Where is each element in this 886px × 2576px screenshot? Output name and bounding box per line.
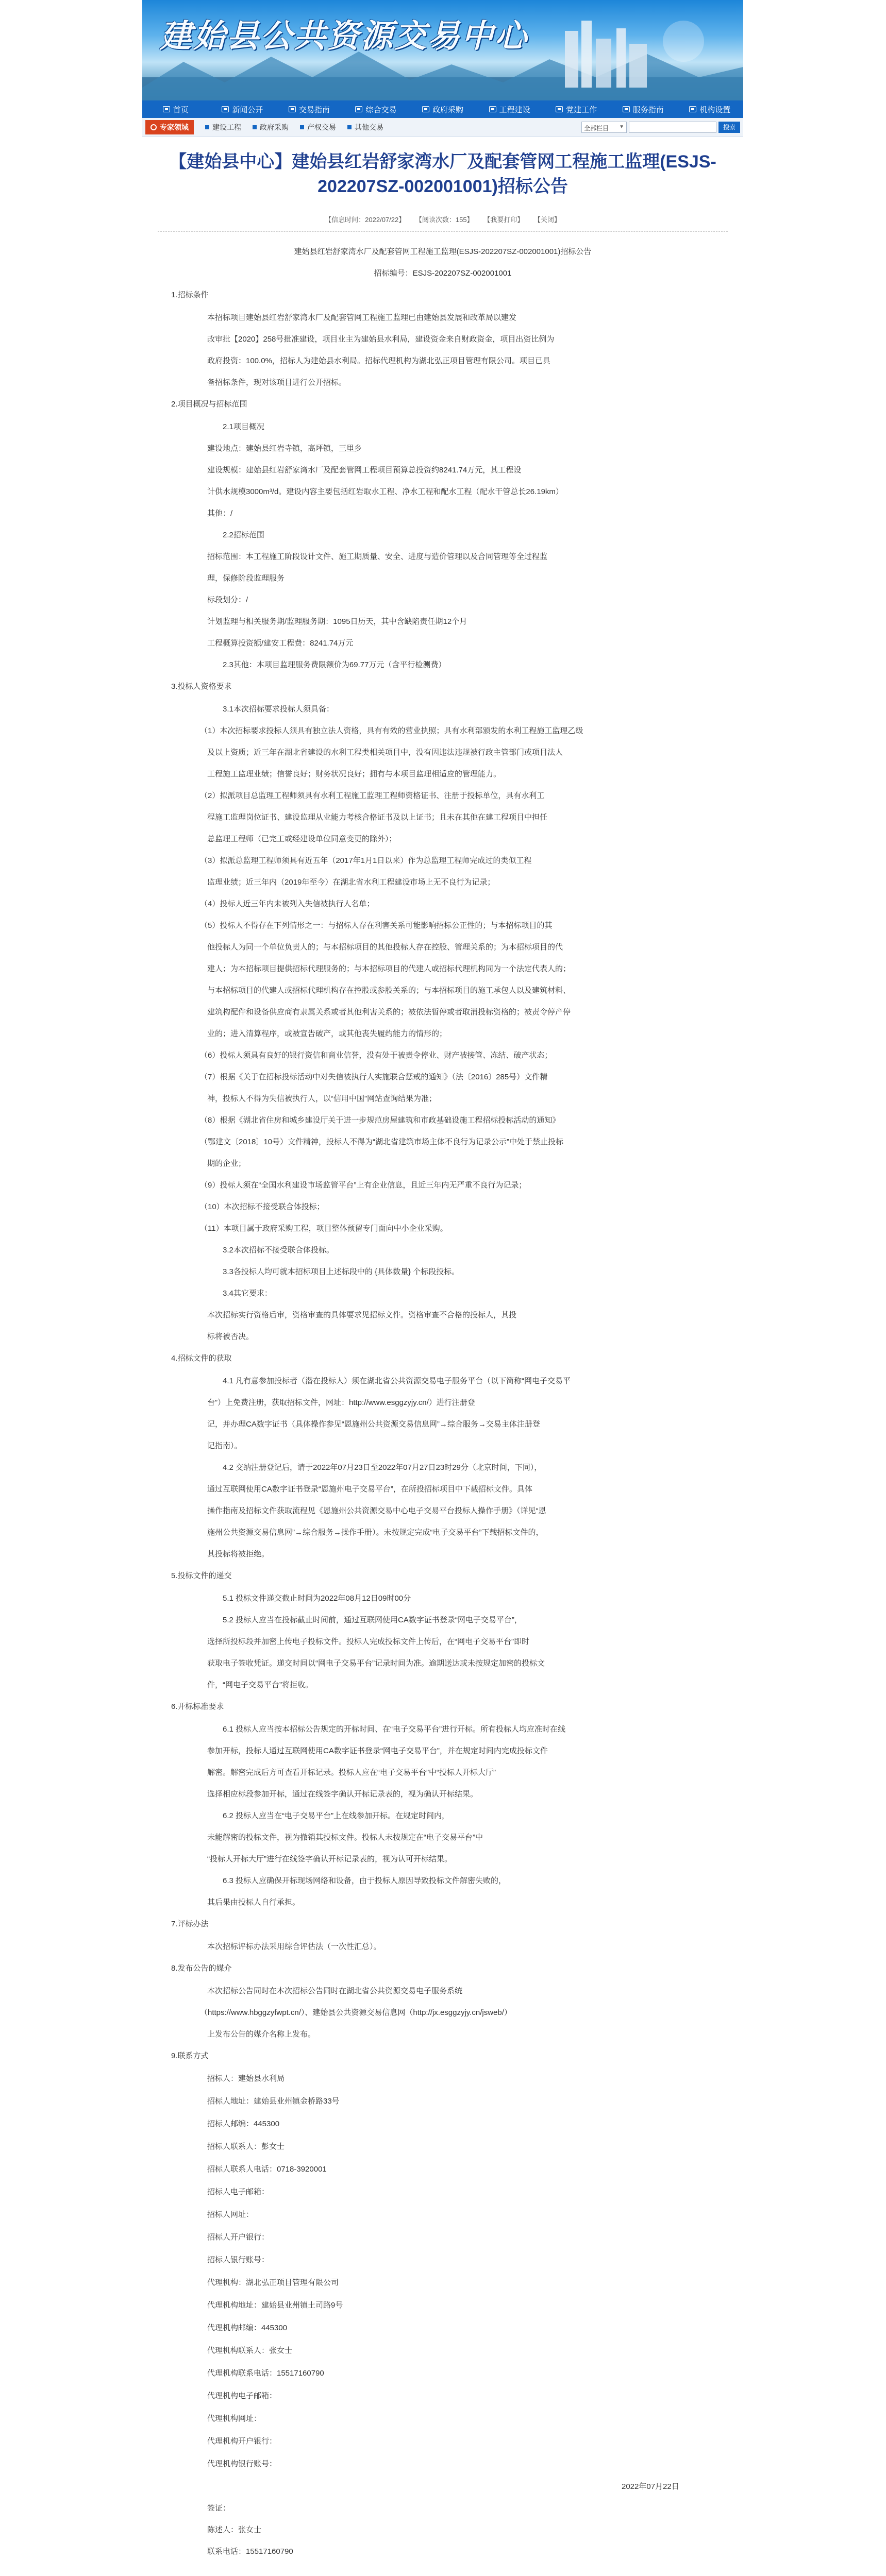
body-text: 招标范围：本工程施工阶段设计文件、施工期质量、安全、进度与造价管理以及合同管理等全过程监 <box>207 552 548 561</box>
body-text: 陈述人：张女士 <box>207 2526 262 2534</box>
nav-item-engineering[interactable] <box>476 100 543 118</box>
sub-item-construction[interactable] <box>205 122 241 132</box>
nav-item-trade[interactable] <box>343 100 410 118</box>
body-text: 程施工监理岗位证书、建设监理从业能力考核合格证书及以上证书；且未在其他在建工程项目中担任 <box>207 813 548 822</box>
body-text: （8）根据《湖北省住房和城乡建设厅关于进一步规范房屋建筑和市政基础设施工程招标投标活动的通知》 <box>200 1116 560 1125</box>
subsection-heading: 2.3其他：本项目监理服务费限额价为69.77万元（含平行检测费） <box>223 660 446 669</box>
sub-item-procurement[interactable] <box>253 122 289 132</box>
body-text: 神，投标人不得为失信被执行人，以“信用中国”网站查询结果为准； <box>207 1094 437 1103</box>
body-text: 未能解密的投标文件，视为撤销其投标文件。投标人未按规定在“电子交易平台”中 <box>207 1833 483 1842</box>
engineering-icon <box>489 106 496 112</box>
contact-line: 代理机构联系电话：15517160790 <box>207 2369 324 2378</box>
body-text: 建设规模：建始县红岩舒家湾水厂及配套管网工程项目预算总投资约8241.74万元，其工程设 <box>207 466 522 474</box>
body-text: 联系电话：15517160790 <box>207 2547 293 2556</box>
subsection-heading: 2.2招标范围 <box>223 531 264 539</box>
body-text: 理，保修阶段监理服务 <box>207 574 285 583</box>
main-nav <box>142 100 743 118</box>
section-heading: 2.项目概况与招标范围 <box>171 400 247 409</box>
nav-item-label: 综合交易 <box>365 105 397 114</box>
nav-item-news[interactable] <box>209 100 276 118</box>
contact-line: 招标人联系人：彭女士 <box>207 2142 285 2151</box>
body-text: 选择所投标段并加密上传电子投标文件。投标人完成投标文件上传后，在“网电子交易平台”即时 <box>207 1637 529 1646</box>
subsection-heading: 6.3 投标人应确保开标现场网络和设备，由于投标人原因导致投标文件解密失败的， <box>223 1876 507 1885</box>
subsection-heading: 4.2 交纳注册登记后，请于2022年07月23日至2022年07月27日23时29分（北京时间，下同）， <box>223 1463 542 1472</box>
bid-number: 招标编号：ESJS-202207SZ-002001001 <box>374 269 512 278</box>
search-input[interactable] <box>629 122 716 133</box>
section-heading: 4.招标文件的获取 <box>171 1354 232 1363</box>
subsection-heading: 3.2本次招标不接受联合体投标。 <box>223 1246 334 1255</box>
subsection-heading: 3.3各投标人均可就本招标项目上述标段中的 {具体数量} 个标段投标。 <box>223 1267 460 1276</box>
body-text: （3）拟派总监理工程师须具有近五年（2017年1月1日以来）作为总监理工程师完成过的类似工程 <box>200 856 532 865</box>
nav-item-label: 交易指南 <box>298 105 330 114</box>
body-text: 台”）上免费注册，获取招标文件，网址：http://www.esggzyjy.cn/）进行注册登 <box>207 1398 475 1407</box>
contact-line: 招标人网址： <box>207 2210 254 2219</box>
contact-line: 招标人地址：建始县业州镇金桥路33号 <box>207 2097 340 2106</box>
contact-line: 招标人电子邮箱： <box>207 2188 270 2196</box>
contact-line: 代理机构地址：建始县业州镇土司路9号 <box>207 2301 343 2310</box>
nav-item-party[interactable] <box>543 100 610 118</box>
body-text: 标段划分：/ <box>207 596 248 604</box>
sub-item-label: 其他交易 <box>355 123 383 131</box>
body-text: 计供水规模3000m³/d。建设内容主要包括红岩取水工程、净水工程和配水工程（配水干管总长26.19km） <box>207 487 563 496</box>
body-text: 工程施工监理业绩；信誉良好；财务状况良好；拥有与本项目监理相适应的管理能力。 <box>207 770 501 778</box>
contact-line: 招标人联系人电话：0718-3920001 <box>207 2165 327 2174</box>
search-scope-value: 全部栏目 <box>584 124 609 132</box>
contact-line: 招标人：建始县水利局 <box>207 2074 285 2083</box>
body-text: 本次招标实行资格后审，资格审查的具体要求见招标文件。资格审查不合格的投标人，其投 <box>207 1311 517 1319</box>
nav-item-label: 服务指南 <box>632 105 664 114</box>
contact-line: 代理机构：湖北弘正项目管理有限公司 <box>207 2278 339 2287</box>
contact-line: 代理机构网址： <box>207 2414 262 2423</box>
article-title <box>142 149 743 199</box>
body-text: 上发布公告的媒介名称上发布。 <box>207 2030 316 2039</box>
body-text: 获取电子签收凭证。递交时间以“网电子交易平台”记录时间为准。逾期送达或未按规定加密的投标文 <box>207 1659 545 1668</box>
nav-item-org[interactable] <box>677 100 744 118</box>
contact-line: 代理机构联系人：张女士 <box>207 2346 293 2355</box>
body-text: 选择相应标段参加开标，通过在线签字确认开标记录表的，视为确认开标结果。 <box>207 1790 478 1799</box>
trade-icon <box>355 106 362 112</box>
section-heading: 6.开标标准要求 <box>171 1702 224 1711</box>
body-text: （2）拟派项目总监理工程师须具有水利工程施工监理工程师资格证书、注册于投标单位，具有水利工 <box>200 791 545 800</box>
body-text: 施州公共资源交易信息网”→综合服务→操作手册）。未按规定完成“电子交易平台”下载招标文件的， <box>207 1528 544 1537</box>
sign-date: 2022年07月22日 <box>622 2482 679 2491</box>
body-text: 改审批【2020】258号批准建设，项目业主为建始县水利局，建设资金来自财政资金，项目出资比例为 <box>207 335 555 344</box>
nav-item-label: 政府采购 <box>432 105 464 114</box>
nav-item-procurement[interactable] <box>409 100 476 118</box>
sub-item-other[interactable] <box>347 122 383 132</box>
body-text: （https://www.hbggzyfwpt.cn/）、建始县公共资源交易信息网（http://jx.esggzyjy.cn/jsweb/） <box>200 2008 512 2017</box>
body-text: 本次招标评标办法采用综合评估法（一次性汇总）。 <box>207 1942 381 1951</box>
body-text: 本次招标公告同时在本次招标公告同时在湖北省公共资源交易电子服务系统 <box>207 1987 463 1995</box>
nav-item-home[interactable] <box>142 100 209 118</box>
contact-line: 代理机构电子邮箱： <box>207 2392 277 2400</box>
subsection-heading: 4.1 凡有意参加投标者（潜在投标人）须在湖北省公共资源交易电子服务平台（以下简称“网电子交易平 <box>223 1377 571 1385</box>
contact-line: 招标人开户银行： <box>207 2233 270 2242</box>
guide-icon <box>289 106 296 112</box>
nav-item-label: 党建工作 <box>566 105 597 114</box>
subsection-heading: 6.1 投标人应当按本招标公告规定的开标时间、在“电子交易平台”进行开标。所有投标人均应准时在线 <box>223 1725 566 1734</box>
contact-line: 代理机构银行账号： <box>207 2460 277 2468</box>
service-icon <box>623 106 630 112</box>
news-icon <box>222 106 229 112</box>
body-text: 通过互联网使用CA数字证书登录“恩施州电子交易平台”，在所投招标项目中下载招标文件。具体 <box>207 1485 532 1494</box>
subsection-heading: 3.1本次招标要求投标人须具备： <box>223 705 334 714</box>
article-page <box>142 137 743 2576</box>
article-title-line2: 202207SZ-002001001)招标公告 <box>317 177 568 196</box>
body-text: 业的；进入清算程序，或被宣告破产，或其他丧失履约能力的情形的； <box>207 1029 447 1038</box>
body-text: 备招标条件，现对该项目进行公开招标。 <box>207 378 347 387</box>
expert-icon <box>151 124 157 130</box>
expert-tag-label: 专家领域 <box>160 123 189 131</box>
contact-line: 代理机构开户银行： <box>207 2437 277 2446</box>
body-text: 其投标将被拒绝。 <box>207 1550 270 1558</box>
procurement-icon <box>422 106 429 112</box>
body-text: 总监理工程师（已完工或经建设单位同意变更的除外）； <box>207 835 397 843</box>
section-heading: 7.评标办法 <box>171 1920 209 1928</box>
bullet-icon <box>253 125 257 129</box>
site-banner <box>142 0 743 100</box>
body-text: 操作指南及招标文件获取流程见《恩施州公共资源交易中心电子交易平台投标人操作手册》（详见“恩 <box>207 1506 546 1515</box>
publish-time: 【信息时间：2022/07/22】 <box>325 216 406 224</box>
sub-bar <box>142 118 743 137</box>
body-text: 记指南）。 <box>207 1442 242 1450</box>
sub-item-property[interactable] <box>300 122 336 132</box>
body-text: 他投标人为同一个单位负责人的；与本招标项目的其他投标人存在控股、管理关系的；为本招标项目的代 <box>207 943 563 952</box>
home-icon <box>163 106 170 112</box>
body-text: （6）投标人须具有良好的银行资信和商业信誉，没有处于被责令停业、财产被接管、冻结、破产状态； <box>200 1051 553 1060</box>
section-heading: 1.招标条件 <box>171 291 209 299</box>
doc-heading: 建始县红岩舒家湾水厂及配套管网工程施工监理(ESJS-202207SZ-002001001)招标公告 <box>294 247 592 256</box>
nav-item-label: 机构设置 <box>699 105 731 114</box>
search-area <box>581 122 740 133</box>
sub-item-label: 建设工程 <box>212 123 241 131</box>
body-text: 其他：/ <box>207 509 233 518</box>
body-text: “投标人开标大厅”进行在线签字确认开标记录表的，视为认可开标结果。 <box>207 1855 452 1863</box>
subsection-heading: 5.1 投标文件递交截止时间为2022年08月12日09时00分 <box>223 1594 411 1603</box>
body-text: 政府投资：100.0%，招标人为建始县水利局。招标代理机构为湖北弘正项目管理有限公司。项目已具 <box>207 357 550 365</box>
body-text: （10）本次招标不接受联合体投标； <box>200 1202 325 1211</box>
body-text: 建人；为本招标项目提供招标代理服务的；与本招标项目的代建人或招标代理机构同为一个法定代表人的； <box>207 964 571 973</box>
section-heading: 9.联系方式 <box>171 2052 209 2060</box>
body-text: 解密。解密完成后方可查看开标记录。投标人应在“电子交易平台”中“投标人开标大厅” <box>207 1768 496 1777</box>
body-text: 本招标项目建始县红岩舒家湾水厂及配套管网工程施工监理已由建始县发展和改革局以建发 <box>207 313 517 322</box>
body-text: 参加开标，投标人通过互联网使用CA数字证书登录“网电子交易平台”，并在规定时间内完成投标文件 <box>207 1747 548 1755</box>
body-text: 监理业绩；近三年内（2019年至今）在湖北省水利工程建设市场上无不良行为记录； <box>207 878 495 887</box>
nav-item-label: 新闻公开 <box>232 105 263 114</box>
print-link[interactable]: 【我要打印】 <box>483 216 524 224</box>
body-text: 及以上资质；近三年在湖北省建设的水利工程类相关项目中，没有因违法违规被行政主管部门或项目法人 <box>207 748 563 757</box>
bullet-icon <box>205 125 209 129</box>
expert-tag[interactable] <box>145 120 194 134</box>
subsection-heading: 6.2 投标人应当在“电子交易平台”上在线参加开标。在规定时间内， <box>223 1811 450 1820</box>
body-text: 建筑构配件和设备供应商有隶属关系或者其他利害关系的；被依法暂停或者取消投标资格的；被责令停产停 <box>207 1008 571 1016</box>
body-text: 工程概算投资额/建安工程费：8241.74万元 <box>207 639 354 648</box>
close-link[interactable]: 【关闭】 <box>533 216 561 224</box>
section-heading: 5.投标文件的递交 <box>171 1571 232 1580</box>
body-text: 标将被否决。 <box>207 1332 254 1341</box>
article-title-line1: 【建始县中心】建始县红岩舒家湾水厂及配套管网工程施工监理(ESJS- <box>169 152 716 172</box>
article-meta <box>142 213 743 227</box>
contact-line: 招标人银行账号： <box>207 2256 270 2264</box>
body-text: 其后果由投标人自行承担。 <box>207 1898 300 1907</box>
divider <box>158 231 728 232</box>
subsection-heading: 2.1项目概况 <box>223 422 264 431</box>
section-heading: 3.投标人资格要求 <box>171 682 232 691</box>
body-text: （1）本次招标要求投标人须具有独立法人资格，具有有效的营业执照；具有水利部颁发的水利工程施工监理乙级 <box>200 726 583 735</box>
nav-item-label: 工程建设 <box>499 105 530 114</box>
search-button[interactable]: 搜索 <box>718 122 740 133</box>
nav-item-guide[interactable] <box>276 100 343 118</box>
contact-line: 代理机构邮编：445300 <box>207 2324 288 2332</box>
site-title: 建始县公共资源交易中心 <box>160 17 529 55</box>
body-text: （4）投标人近三年内未被列入失信被执行人名单； <box>200 900 375 908</box>
body-text: 建设地点：建始县红岩寺镇，高坪镇，三里乡 <box>207 444 362 453</box>
sub-item-label: 政府采购 <box>260 123 289 131</box>
party-icon <box>556 106 563 112</box>
contact-line: 招标人邮编：445300 <box>207 2120 280 2128</box>
body-text: （7）根据《关于在招标投标活动中对失信被执行人实施联合惩戒的通知》（法〔2016〕285号）文件精 <box>200 1073 548 1081</box>
bullet-icon <box>347 125 352 129</box>
nav-item-service[interactable] <box>610 100 677 118</box>
subsection-heading: 3.4其它要求： <box>223 1289 272 1298</box>
subsection-heading: 5.2 投标人应当在投标截止时间前，通过互联网使用CA数字证书登录“网电子交易平台”， <box>223 1616 522 1624</box>
org-icon <box>689 106 696 112</box>
body-text: （5）投标人不得存在下列情形之一：与招标人存在利害关系可能影响招标公正性的；与本招标项目的其 <box>200 921 553 930</box>
body-text: 与本招标项目的代建人或招标代理机构存在控股或参股关系的；与本招标项目的施工承包人以及建筑材料、 <box>207 986 571 995</box>
body-text: 期的企业； <box>207 1159 246 1168</box>
chevron-down-icon: ▼ <box>619 124 624 130</box>
body-text: （9）投标人须在“全国水利建设市场监管平台”上有企业信息，且近三年内无严重不良行为记录； <box>200 1181 527 1190</box>
search-scope-select[interactable] <box>581 122 627 133</box>
body-text: 计划监理与相关服务期/监理服务期：1095日历天，其中含缺陷责任期12个月 <box>207 617 467 626</box>
body-text: （11）本项目属于政府采购工程，项目整体预留专门面向中小企业采购。 <box>200 1224 448 1233</box>
body-text: 件，“网电子交易平台”将拒收。 <box>207 1681 313 1689</box>
bullet-icon <box>300 125 304 129</box>
nav-item-label: 首页 <box>173 105 189 114</box>
body-text: （鄂建文〔2018〕10号）文件精神，投标人不得为“湖北省建筑市场主体不良行为记录公示”中处于禁止投标 <box>200 1138 564 1146</box>
sub-item-label: 产权交易 <box>307 123 336 131</box>
section-heading: 8.发布公告的媒介 <box>171 1964 232 1973</box>
view-count: 【阅读次数：155】 <box>415 216 474 224</box>
body-text: 记，并办理CA数字证书（具体操作参见“恩施州公共资源交易信息网”→综合服务→交易主体注册登 <box>207 1420 540 1429</box>
body-text: 签证： <box>207 2504 231 2513</box>
